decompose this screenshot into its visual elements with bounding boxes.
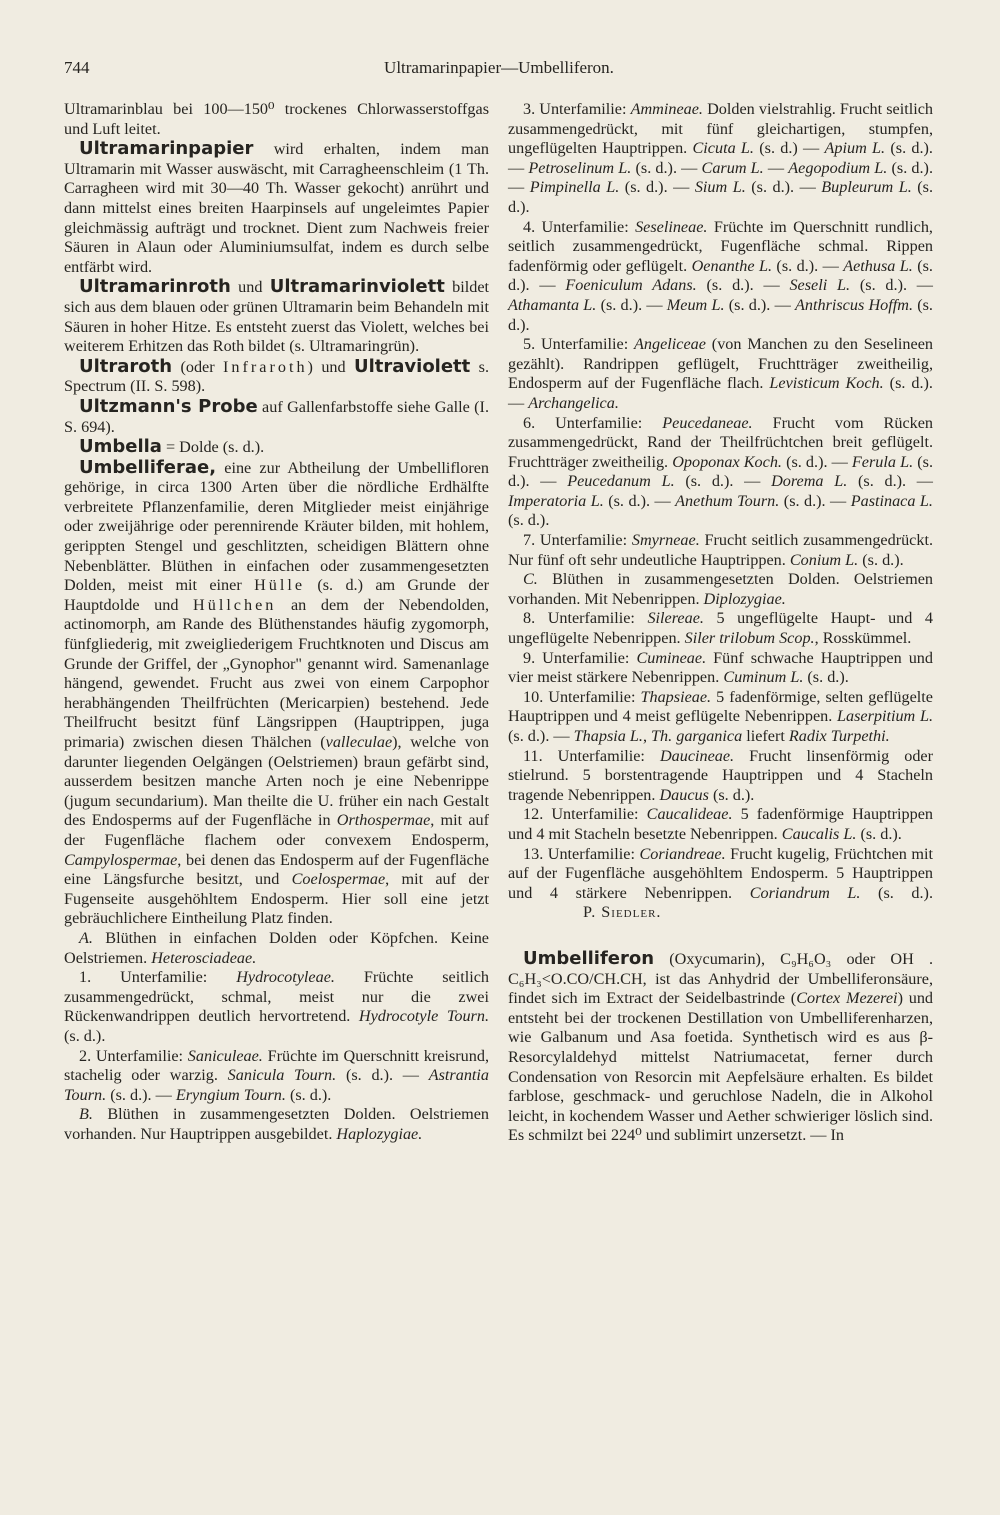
headword: Ultramarinviolett <box>269 276 445 298</box>
subfamily-4: 4. Unterfamilie: Seselineae. Früchte im Querschnitt rundlich, seitlich zusammengedrückt, Fugenfläche schmal. Rippen fadenförmig oder geflügelt. Oenanthe L. (s. d.). — Aethusa L. (s. d.). — Foeniculum Adans. (s. d.). — Seseli L. (s. d.). — Athamanta L. (s. d.). — Meum L. (s. d.). — Anthriscus Hoffm. (s. d.). <box>508 217 933 334</box>
subfamily-3: 3. Unterfamilie: Ammineae. Dolden vielstrahlig. Frucht seitlich zusammengedrückt, mit fünf gleichartigen, stumpfen, ungeflügelten Hauptrippen. Cicuta L. (s. d.) — Apium L. (s. d.). — Petroselinum L. (s. d.). — Carum L. — Aegopodium L. (s. d.). — Pimpinella L. (s. d.). — Sium L. (s. d.). — Bupleurum L. (s. d.). <box>508 100 934 216</box>
entry-ultramarinpapier: Ultramarinpapier wird erhalten, indem man Ultramarin mit Wasser auswäscht, mit Carragheenschleim (1 Th. Carragheen wird mit 30—40 Th. Wasser gekocht) anrührt und dann mittelst eines breiten Haarpinsels auf ungeleimtes Papier gleichmässig aufträgt und trocknet. Dient zum Nachweis freier Säuren in Alaun oder Aluminiumsulfat, indem es durch selbe entfärbt wird. <box>64 138 489 276</box>
headword: Ultzmann's Probe <box>79 395 258 417</box>
headword: Ultraviolett <box>354 355 471 377</box>
entry-ultraroth: Ultraroth (oder Infraroth) und Ultraviolett s. Spectrum (II. S. 598). <box>64 355 490 396</box>
subfamily-1: 1. Unterfamilie: Hydrocotyleae. Früchte seitlich zusammengedrückt, schmal, meist nur die zwei Rückenwandrippen deutlich hervortretend. Hydrocotyle Tourn. (s. d.). <box>64 968 489 1045</box>
section-A: A. Blüthen in einfachen Dolden oder Köpfchen. Keine Oelstriemen. Heterosciadeae. <box>64 928 489 967</box>
paragraph-continuation: Ultramarinblau bei 100—150⁰ trockenes Chlorwasserstoffgas und Luft leitet. <box>64 100 489 138</box>
subfamily-13: 13. Unterfamilie: Coriandreae. Frucht kugelig, Früchtchen mit auf der Fugenfläche ausgehöhltem Endosperm. 5 Hauptrippen und 4 stärkere Nebenrippen. Coriandrum L. (s. d.).P. Siedler. <box>508 844 933 922</box>
subfamily-6: 6. Unterfamilie: Peucedaneae. Frucht vom Rücken zusammengedrückt, Rand der Theilfrüchtchen breit geflügelt. Fruchtträger zweitheilig. Opoponax Koch. (s. d.). — Ferula L. (s. d.). — Peucedanum L. (s. d.). — Dorema L. (s. d.). — Imperatoria L. (s. d.). — Anethum Tourn. (s. d.). — Pastinaca L. (s. d.). <box>508 413 933 530</box>
headword: Umbella <box>79 436 162 458</box>
headword: Umbelliferon <box>523 947 655 969</box>
headword: Umbelliferae, <box>79 456 217 478</box>
subfamily-12: 12. Unterfamilie: Caucalideae. 5 fadenförmige Hauptrippen und 4 mit Stacheln besetzte Nebenrippen. Caucalis L. (s. d.). <box>508 805 934 843</box>
page-header <box>64 58 934 88</box>
entry-ultramarinroth: Ultramarinroth und Ultramarinviolett bildet sich aus dem blauen oder grünen Ultramarin beim Behandeln mit Säuren in hoher Hitze. Es entsteht zuerst das Violett, welches bei weiterem Erhitzen das Roth bildet (s. Ultramaringrün). <box>64 276 489 356</box>
right-column <box>508 100 933 1146</box>
headword: Ultraroth <box>79 355 173 377</box>
left-column <box>64 100 489 1144</box>
subfamily-11: 11. Unterfamilie: Daucineae. Frucht linsenförmig oder stielrund. 5 borstentragende Hauptrippen und 4 Stacheln tragende Nebenrippen. Daucus (s. d.). <box>508 746 933 804</box>
section-B: B. Blüthen in zusammengesetzten Dolden. Oelstriemen vorhanden. Nur Hauptrippen ausgebildet. Haplozygiae. <box>64 1105 489 1143</box>
subfamily-10: 10. Unterfamilie: Thapsieae. 5 fadenförmige, selten geflügelte Hauptrippen und 4 meist geflügelte Nebenrippen. Laserpitium L. (s. d.). — Thapsia L., Th. garganica liefert Radix Turpethi. <box>508 687 933 745</box>
subfamily-9: 9. Unterfamilie: Cumineae. Fünf schwache Hauptrippen und vier meist stärkere Nebenrippen. Cuminum L. (s. d.). <box>508 648 933 687</box>
subfamily-2: 2. Unterfamilie: Saniculeae. Früchte im Querschnitt kreisrund, stachelig oder warzig. Sanicula Tourn. (s. d.). — Astrantia Tourn. (s. d.). — Eryngium Tourn. (s. d.). <box>64 1046 489 1104</box>
running-title: Ultramarinpapier—Umbelliferon. <box>384 58 614 77</box>
entry-umbelliferae: Umbelliferae, eine zur Abtheilung der Umbellifloren gehörige, in circa 1300 Arten über die nördliche Erdhälfte verbreitete Pflanzenfamilie, deren Mitglieder meist einjährige oder zweijährige oder perennirende Kräuter bilden, mit hohlem, gerippten Stengel und geschlitzten, scheidigen Blättern ohne Nebenblätter. Blüthen in einfachen oder zusammengesetzten Dolden, meist mit einer Hülle (s. d.) am Grunde der Hauptdolde und Hüllchen an dem der Nebendolden, actinomorph, am Rande des Blüthenstandes häufig zygomorph, fünfgliederig, mit zweigliederigem Fruchtknoten und Discus am Grunde der Griffel, der „Gynophor" genannt wird. Samenanlage hängend, gewendet. Frucht aus zwei von einem Carpophor herabhängenden Theilfrüchten (Mericarpien) bestehend. Jede Theilfrucht besitzt fünf Längsrippen (Hauptrippen, juga primaria) zwischen diesen Thälchen (valleculae), welche von darunter liegenden Oelgängen (Oelstriemen) braun gefärbt sind, ausserdem besitzen manche Arten noch je eine Nebenrippe (jugum secundarium). Man theilte die U. früher ein nach Gestalt des Endosperms auf der Fugenfläche in Orthospermae, mit auf der Fugenfläche flachem oder convexem Endosperm, Campylospermae, bei denen das Endosperm auf der Fugenfläche eine Längsfurche besitzt, und Coelospermae, mit auf der Fugenseite ausgehöhltem Endosperm. Hier soll eine jetzt gebräuchlichere Eintheilung Platz finden. <box>64 456 489 928</box>
author-signature: P. Siedler. <box>583 903 662 922</box>
entry-umbella: Umbella = Dolde (s. d.). <box>79 436 265 458</box>
headword: Ultramarinpapier <box>79 138 254 160</box>
subfamily-7: 7. Unterfamilie: Smyrneae. Frucht seitlich zusammengedrückt. Nur fünf oft sehr undeutliche Hauptrippen. Conium L. (s. d.). <box>508 531 933 569</box>
subfamily-8: 8. Unterfamilie: Silereae. 5 ungeflügelte Haupt- und 4 ungeflügelte Nebenrippen. Siler trilobum Scop., Rosskümmel. <box>508 609 933 648</box>
headword: Ultramarinroth <box>79 276 231 298</box>
page-number: 744 <box>64 58 90 77</box>
subfamily-5: 5. Unterfamilie: Angeliceae (von Manchen zu den Seselineen gezählt). Randrippen geflügelt, Fruchtträger zweitheilig, Endosperm auf der Fugenfläche flach. Levisticum Koch. (s. d.). — Archangelica. <box>508 335 933 412</box>
entry-ultzmann: Ultzmann's Probe auf Gallenfarbstoffe siehe Galle (I. S. 694). <box>64 395 489 436</box>
entry-umbelliferon: Umbelliferon (Oxycumarin), C₉H₆O₃ oder OH . C₆H₃<O.CO/CH.CH, ist das Anhydrid der Umbelliferonsäure, findet sich im Extract der Seidelbastrinde (Cortex Mezerei) und entsteht bei der trockenen Destillation von Umbelliferenharzen, wie Galbanum und Asa foetida. Synthetisch wird es aus β-Resorcylaldehyd mittelst Natriumacetat, ferner durch Condensation von Resorcin mit Aepfelsäure erhalten. Es bildet farblose, geschmack- und geruchlose Nadeln, die in Alkohol leicht, in kochendem Wasser und Aether schwieriger löslich sind. Es schmilzt bei 224⁰ und sublimirt unzersetzt. — In <box>508 947 934 1145</box>
section-C: C. Blüthen in zusammengesetzten Dolden. Oelstriemen vorhanden. Mit Nebenrippen. Diplozygiae. <box>508 570 933 608</box>
